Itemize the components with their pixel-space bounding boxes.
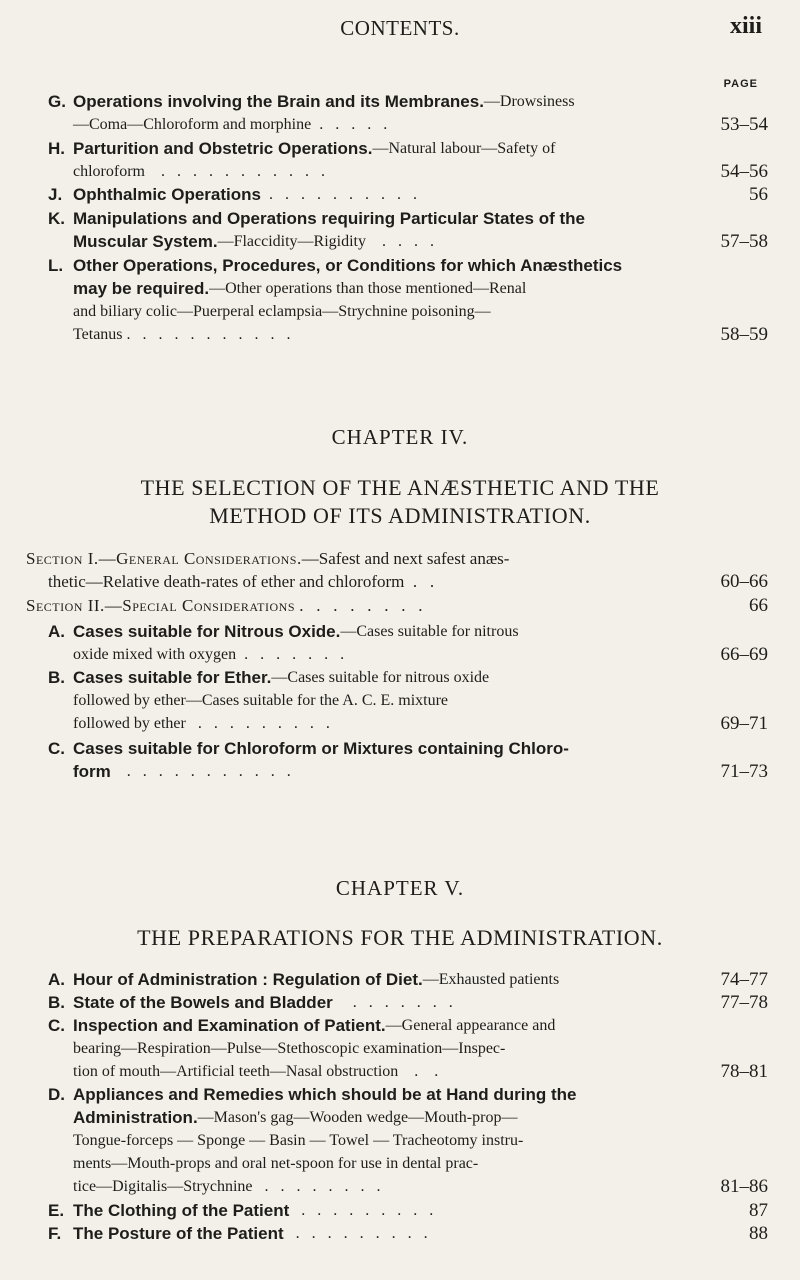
entry-pages: 56 <box>749 184 768 205</box>
entry-letter: D. <box>48 1085 65 1104</box>
entry-heading: Cases suitable for Nitrous Oxide. <box>73 622 341 641</box>
entry-heading: Hour of Administration : Regulation of Diet. <box>73 970 423 989</box>
toc-entry-g[interactable]: G. Operations involving the Brain and its Membranes. —Drowsiness —Coma—Chloroform and morphine . . . . . 53–54 <box>48 92 768 135</box>
toc-entry-ch5-d[interactable]: D. Appliances and Remedies which should be at Hand during the Administration. —Mason's gag—Wooden wedge—Mouth-prop— Tongue-forceps — Sponge — Basin — Towel — Tracheotomy instru- ments—Mouth-props and oral net-spoon for use in dental prac- tice—Digitalis—Strychnine . . . . . . . . 81–86 <box>48 1085 768 1197</box>
entry-text: bearing—Respiration—Pulse—Stethoscopic examination—Inspec- <box>73 1040 506 1057</box>
entry-pages: 71–73 <box>720 761 768 782</box>
entry-text: —Drowsiness <box>483 93 575 110</box>
entry-text: Tetanus <box>73 326 123 343</box>
chapter-4-section-2[interactable]: Section II. —Special Considerations . . . . . . . . 66 <box>26 595 768 616</box>
toc-entry-ch5-f[interactable]: F. The Posture of the Patient . . . . . . . . . 88 <box>48 1223 768 1244</box>
chapter-5-subtitle: THE PREPARATIONS FOR THE ADMINISTRATION. <box>137 925 663 950</box>
chapter-4-subtitle-line-2: METHOD OF ITS ADMINISTRATION. <box>209 503 591 528</box>
entry-letter: G. <box>48 92 66 111</box>
entry-letter: F. <box>48 1224 62 1243</box>
section-label: Section II. <box>26 596 105 615</box>
entry-heading: Ophthalmic Operations <box>73 185 261 204</box>
entry-text: —Natural labour—Safety of <box>372 140 556 157</box>
entry-text: —Mason's gag—Wooden wedge—Mouth-prop— <box>197 1109 518 1126</box>
toc-entry-l[interactable]: L. Other Operations, Procedures, or Conditions for which Anæsthetics may be required. —Other operations than those mentioned—Renal and biliary colic—Puerperal eclampsia—Strychnine poisoning— Tetanus . . . . . . . . . . . 58–59 <box>48 256 768 345</box>
entry-pages: 78–81 <box>720 1061 768 1082</box>
entry-text: followed by ether <box>73 715 186 732</box>
entry-letter: B. <box>48 993 65 1012</box>
entry-letter: C. <box>48 1016 65 1035</box>
entry-letter: H. <box>48 139 65 158</box>
entry-letter: B. <box>48 668 65 687</box>
entry-text: ments—Mouth-props and oral net-spoon for use in dental prac- <box>73 1155 479 1172</box>
entry-pages: 57–58 <box>720 231 768 252</box>
entry-heading: form <box>73 762 111 781</box>
toc-entry-ch4-a[interactable]: A. Cases suitable for Nitrous Oxide. —Cases suitable for nitrous oxide mixed with oxygen . . . . . . . 66–69 <box>48 622 768 665</box>
section-text: thetic—Relative death-rates of ether and chloroform <box>48 572 405 591</box>
entry-text: —Exhausted patients <box>422 971 560 988</box>
entry-letter: J. <box>48 185 63 204</box>
entry-text: —Flaccidity—Rigidity <box>217 233 366 250</box>
entry-text: —Cases suitable for nitrous oxide <box>271 669 490 686</box>
entry-heading: The Clothing of the Patient <box>73 1201 290 1220</box>
entry-heading: The Posture of the Patient <box>73 1224 284 1243</box>
section-text: —Safest and next safest anæs- <box>301 549 510 568</box>
page-column-label: PAGE <box>723 78 758 90</box>
toc-entry-ch5-c[interactable]: C. Inspection and Examination of Patient. —General appearance and bearing—Respiration—Pulse—Stethoscopic examination—Inspec- tion of mouth—Artificial teeth—Nasal obstruction . . 78–81 <box>48 1016 768 1082</box>
chapter-5-title: CHAPTER V. <box>335 876 465 900</box>
entry-text: followed by ether—Cases suitable for the A. C. E. mixture <box>73 692 449 709</box>
entry-heading: Inspection and Examination of Patient. <box>73 1016 386 1035</box>
entry-heading: State of the Bowels and Bladder <box>73 993 333 1012</box>
toc-entry-ch4-c[interactable]: C. Cases suitable for Chloroform or Mixtures containing Chloro- form . . . . . . . . . . . 71–73 <box>48 739 768 782</box>
entry-pages: 69–71 <box>720 713 768 734</box>
entry-letter: C. <box>48 739 65 758</box>
entry-text: —Cases suitable for nitrous <box>340 623 519 640</box>
toc-entry-ch4-b[interactable]: B. Cases suitable for Ether. —Cases suitable for nitrous oxide followed by ether—Cases suitable for the A. C. E. mixture followed by ether . . . . . . . . . 69–71 <box>48 668 768 734</box>
entry-heading: may be required. <box>73 279 210 298</box>
section-name: —Special Considerations <box>104 596 295 615</box>
entry-letter: L. <box>48 256 64 275</box>
section-name: —General Considerations. <box>98 549 302 568</box>
section-pages: 66 <box>749 595 768 616</box>
entry-heading: Muscular System. <box>73 232 218 251</box>
entry-text: chloroform <box>73 163 145 180</box>
entry-heading: Manipulations and Operations requiring Particular States of the <box>73 209 585 228</box>
toc-entry-j[interactable]: J. Ophthalmic Operations . . . . . . . . . . 56 <box>48 184 768 205</box>
entry-text: oxide mixed with oxygen <box>73 646 237 663</box>
entry-text: Tongue-forceps — Sponge — Basin — Towel — Tracheotomy instru- <box>73 1132 524 1149</box>
entry-text: tion of mouth—Artificial teeth—Nasal obstruction <box>73 1063 399 1080</box>
entry-heading: Operations involving the Brain and its Membranes. <box>73 92 484 111</box>
entry-letter: A. <box>48 970 65 989</box>
page-number: xiii <box>729 13 762 39</box>
chapter-4-section-1[interactable]: Section I. —General Considerations. —Safest and next safest anæs- thetic—Relative death-rates of ether and chloroform . . 60–66 <box>26 549 768 592</box>
toc-entry-ch5-e[interactable]: E. The Clothing of the Patient . . . . . . . . . 87 <box>48 1200 768 1221</box>
entry-text: —General appearance and <box>385 1017 556 1034</box>
entry-pages: 77–78 <box>720 992 768 1013</box>
toc-entry-h[interactable]: H. Parturition and Obstetric Operations. —Natural labour—Safety of chloroform . . . . . . . . . . . 54–56 <box>48 139 768 182</box>
entry-heading: Administration. <box>73 1108 198 1127</box>
section-label: Section I. <box>26 549 99 568</box>
running-title: CONTENTS. <box>340 16 460 40</box>
entry-letter: E. <box>48 1201 65 1220</box>
entry-pages: 54–56 <box>720 161 768 182</box>
entry-pages: 87 <box>749 1200 768 1221</box>
entry-heading: Appliances and Remedies which should be at Hand during the <box>73 1085 577 1104</box>
entry-heading: Cases suitable for Ether. <box>73 668 272 687</box>
entry-letter: A. <box>48 622 65 641</box>
entry-pages: 88 <box>749 1223 768 1244</box>
entry-letter: K. <box>48 209 65 228</box>
entry-pages: 81–86 <box>720 1176 768 1197</box>
entry-heading: Cases suitable for Chloroform or Mixtures containing Chloro- <box>73 739 569 758</box>
toc-entry-ch5-a[interactable] <box>48 968 768 991</box>
entry-heading: Other Operations, Procedures, or Conditions for which Anæsthetics <box>73 256 623 275</box>
chapter-4-subtitle-line-1: THE SELECTION OF THE ANÆSTHETIC AND THE <box>140 475 660 500</box>
chapter-4-title: CHAPTER IV. <box>331 425 469 449</box>
entry-text: tice—Digitalis—Strychnine <box>73 1178 253 1195</box>
entry-heading: Parturition and Obstetric Operations. <box>73 139 373 158</box>
entry-pages: 53–54 <box>720 114 768 135</box>
entry-text: and biliary colic—Puerperal eclampsia—Strychnine poisoning— <box>73 303 491 320</box>
entry-text: —Other operations than those mentioned—Renal <box>209 280 527 297</box>
toc-entry-ch5-b[interactable]: B. State of the Bowels and Bladder . . . . . . . 77–78 <box>48 992 768 1013</box>
entry-pages: 58–59 <box>720 324 768 345</box>
toc-entry-k[interactable]: K. Manipulations and Operations requiring Particular States of the Muscular System. —Flaccidity—Rigidity . . . . 57–58 <box>48 209 768 252</box>
entry-text: —Coma—Chloroform and morphine <box>73 116 312 133</box>
entry-pages: 74–77 <box>720 969 768 990</box>
entry-pages: 66–69 <box>720 644 768 665</box>
section-pages: 60–66 <box>720 571 768 592</box>
